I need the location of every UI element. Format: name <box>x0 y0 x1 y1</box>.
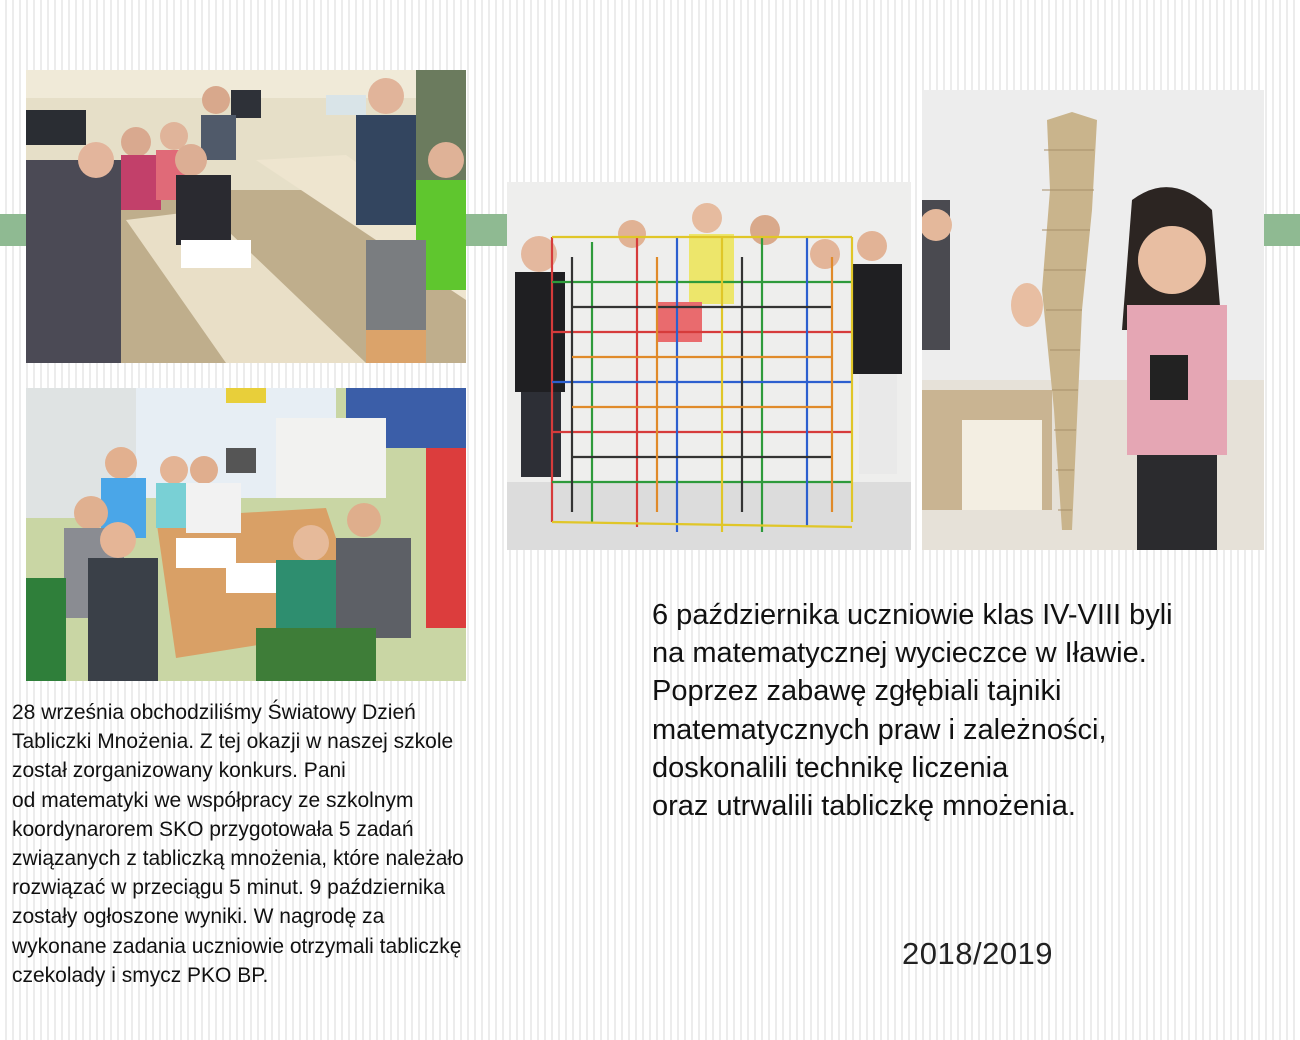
contest-line: koordynarorem SKO przygotowała 5 zadań <box>12 817 414 841</box>
contest-line: od matematyki we współpracy ze szkolnym <box>12 788 414 812</box>
photo-students-at-table-with-cards <box>26 388 466 681</box>
trip-line: doskonalili technikę liczenia <box>652 751 1009 784</box>
contest-description <box>12 698 572 990</box>
contest-line: czekolady i smycz PKO BP. <box>12 963 269 987</box>
trip-description <box>652 596 1272 825</box>
trip-line: Poprzez zabawę zgłębiali tajniki <box>652 675 1062 708</box>
contest-line: został zorganizowany konkurs. Pani <box>12 759 346 783</box>
accent-band-right <box>1264 214 1300 246</box>
contest-line: wykonane zadania uczniowie otrzymali tabliczkę <box>12 934 462 958</box>
accent-band-middle <box>466 214 508 246</box>
photo-girl-with-wooden-block-tower <box>922 90 1264 550</box>
trip-line: na matematycznej wycieczce w Iławie. <box>652 637 1147 670</box>
contest-line: 28 września obchodziliśmy Światowy Dzień <box>12 701 416 724</box>
trip-line: oraz utrwalili tabliczkę mnożenia. <box>652 790 1076 823</box>
contest-line: rozwiązać w przeciągu 5 minut. 9 października <box>12 876 446 900</box>
school-year: 2018/2019 <box>902 936 1054 971</box>
contest-line: związanych z tabliczką mnożenia, które należało <box>12 847 464 871</box>
trip-line: 6 października uczniowie klas IV-VIII byli <box>652 599 1173 631</box>
trip-line: matematycznych praw i zależności, <box>652 713 1107 746</box>
contest-line: Tabliczki Mnożenia. Z tej okazji w naszej szkole <box>12 730 454 754</box>
photo-classroom-students-desks <box>26 70 466 363</box>
photo-students-with-colored-cube-frame <box>507 182 911 550</box>
contest-line: zostały ogłoszone wyniki. W nagrodę za <box>12 905 385 929</box>
